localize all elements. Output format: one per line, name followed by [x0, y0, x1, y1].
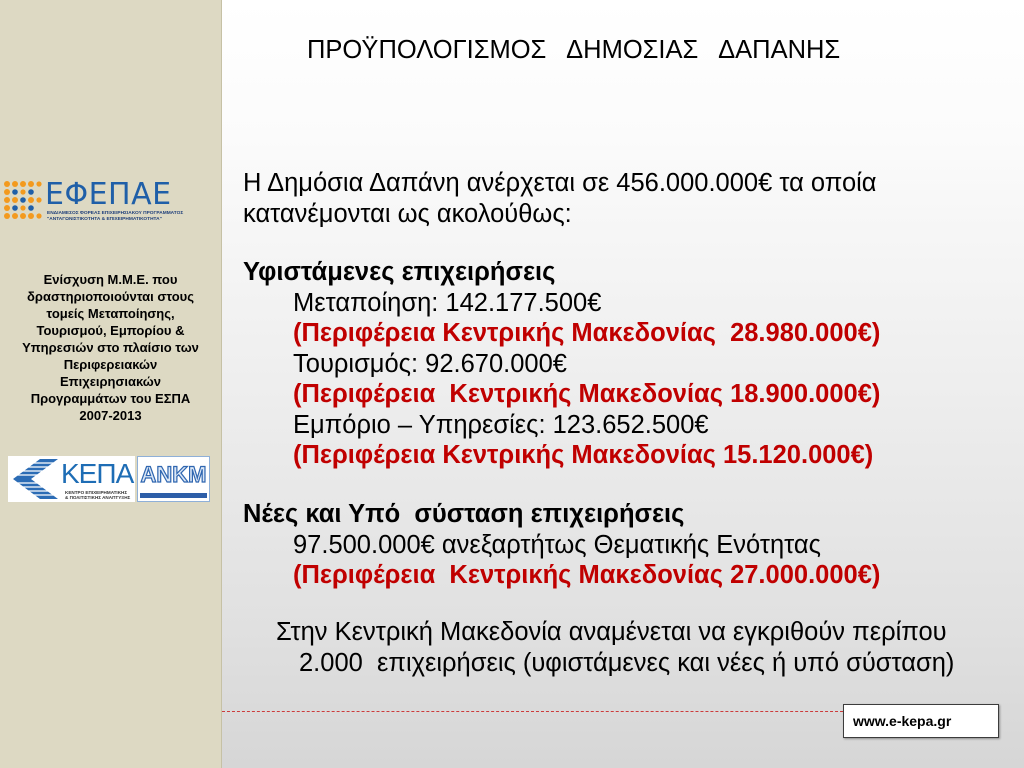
conclusion-line: 2.000 επιχειρήσεις (υφιστάμενες και νέες ή υπό σύσταση): [299, 648, 955, 677]
sector-budget: Τουρισμός: 92.670.000€: [293, 349, 567, 378]
program-description-line: Υπηρεσιών στο πλαίσιο των: [22, 340, 199, 355]
central-macedonia-budget: (Περιφέρεια Κεντρικής Μακεδονίας 18.900.000€): [293, 380, 881, 408]
efepae-logo-dot: [20, 189, 25, 194]
efepae-dots-icon: [3, 180, 43, 220]
kepa-chevron-shape: [13, 459, 58, 499]
efepae-logo-dot: [28, 197, 34, 203]
chevron-arrow-icon: [10, 458, 60, 500]
efepae-logo-dot: [36, 213, 41, 218]
central-macedonia-budget: (Περιφέρεια Κεντρικής Μακεδονίας 15.120.000€): [293, 441, 874, 469]
efepae-logo-dot: [4, 181, 10, 187]
conclusion-line: Στην Κεντρική Μακεδονία αναμένεται να εγκριθούν περίπου: [276, 618, 947, 646]
efepae-logo-dot: [20, 213, 26, 219]
efepae-logo-dot: [36, 197, 41, 202]
efepae-logo-dot: [28, 213, 34, 219]
program-description: [0, 271, 221, 424]
sector-budget: Εμπόριο – Υπηρεσίες: 123.652.500€: [293, 410, 709, 439]
kepa-logo-subtitle: ΚΕΝΤΡΟ ΕΠΙΧΕΙΡΗΜΑΤΙΚΗΣ: [65, 490, 128, 495]
efepae-logo-dot: [28, 205, 34, 211]
slide-content: [222, 0, 1024, 768]
conclusion-text: [243, 617, 954, 678]
kepa-logo-name: ΚΕΠΑ: [61, 458, 134, 489]
efepae-logo-dot: [20, 181, 26, 187]
kepa-logo: [8, 456, 135, 502]
program-description-line: Επιχειρησιακών: [59, 374, 161, 389]
efepae-logo-dot: [12, 189, 18, 195]
efepae-logo-dot: [12, 213, 18, 219]
efepae-logo-dot: [28, 189, 34, 195]
central-macedonia-budget: (Περιφέρεια Κεντρικής Μακεδονίας 27.000.000€): [293, 561, 881, 589]
program-description-line: Ενίσχυση Μ.Μ.Ε. που: [43, 272, 178, 287]
efepae-logo-dot: [36, 181, 41, 186]
slide-title: ΠΡΟΫΠΟΛΟΓΙΣΜΟΣ ΔΗΜΟΣΙΑΣ ΔΑΠΑΝΗΣ: [307, 36, 841, 64]
efepae-logo-dot: [28, 181, 34, 187]
intro-line: Η Δημόσια Δαπάνη ανέρχεται σε 456.000.000€ τα οποία: [243, 169, 877, 197]
intro-line: κατανέμονται ως ακολούθως:: [243, 199, 572, 228]
existing-businesses-section: [243, 257, 880, 471]
ankm-logo: [137, 456, 210, 502]
sector-budget: 97.500.000€ ανεξαρτήτως Θεματικής Ενότητας: [293, 530, 821, 559]
efepae-logo-dot: [4, 213, 10, 219]
efepae-logo-dot: [12, 181, 18, 187]
efepae-logo-dot: [4, 205, 10, 211]
central-macedonia-budget: (Περιφέρεια Κεντρικής Μακεδονίας 28.980.000€): [293, 319, 881, 347]
ankm-logo-name: ΑΝΚΜ: [140, 462, 207, 487]
footer-divider: [222, 711, 843, 712]
intro-text: [243, 168, 877, 229]
sector-budget: Μεταποίηση: 142.177.500€: [293, 288, 602, 317]
existing-businesses-heading: Υφιστάμενες επιχειρήσεις: [243, 258, 556, 286]
efepae-logo-dot: [20, 197, 26, 203]
program-description-line: Τουρισμού, Εμπορίου &: [36, 323, 185, 338]
efepae-logo-dot: [4, 189, 10, 195]
ankm-logo-band: [140, 493, 207, 498]
efepae-logo-subtitle: ΕΝΔΙΑΜΕΣΟΣ ΦΟΡΕΑΣ ΕΠΙΧΕΙΡΗΣΙΑΚΟΥ ΠΡΟΓΡΑΜΜΑΤΟΣ: [47, 211, 184, 216]
website-box: [843, 704, 999, 738]
efepae-logo-name: ΕΦΕΠΑΕ: [45, 177, 172, 212]
program-description-line: 2007-2013: [79, 408, 142, 423]
efepae-logo-dot: [12, 197, 18, 203]
sidebar: [0, 0, 222, 768]
program-description-line: τομείς Μεταποίησης,: [46, 306, 175, 321]
efepae-logo-dot: [20, 205, 25, 210]
kepa-logo-subtitle: & ΠΟΛΙΤΙΣΤΙΚΗΣ ΑΝΑΠΤΥΞΗΣ: [65, 495, 131, 500]
program-description-line: Προγραμμάτων του ΕΣΠΑ: [30, 391, 191, 406]
program-description-line: δραστηριοποιούνται στους: [27, 289, 194, 304]
new-businesses-heading: Νέες και Υπό σύσταση επιχειρήσεις: [243, 500, 685, 528]
efepae-logo-dot: [12, 205, 18, 211]
program-description-line: Περιφερειακών: [63, 357, 158, 372]
new-businesses-section: [243, 499, 880, 591]
website-link[interactable]: www.e-kepa.gr: [853, 713, 952, 729]
efepae-logo-dot: [4, 197, 10, 203]
efepae-logo-subtitle: "ΑΝΤΑΓΩΝΙΣΤΙΚΟΤΗΤΑ & ΕΠΙΧΕΙΡΗΜΑΤΙΚΟΤΗΤΑ": [47, 217, 162, 222]
efepae-logo: [3, 176, 195, 224]
